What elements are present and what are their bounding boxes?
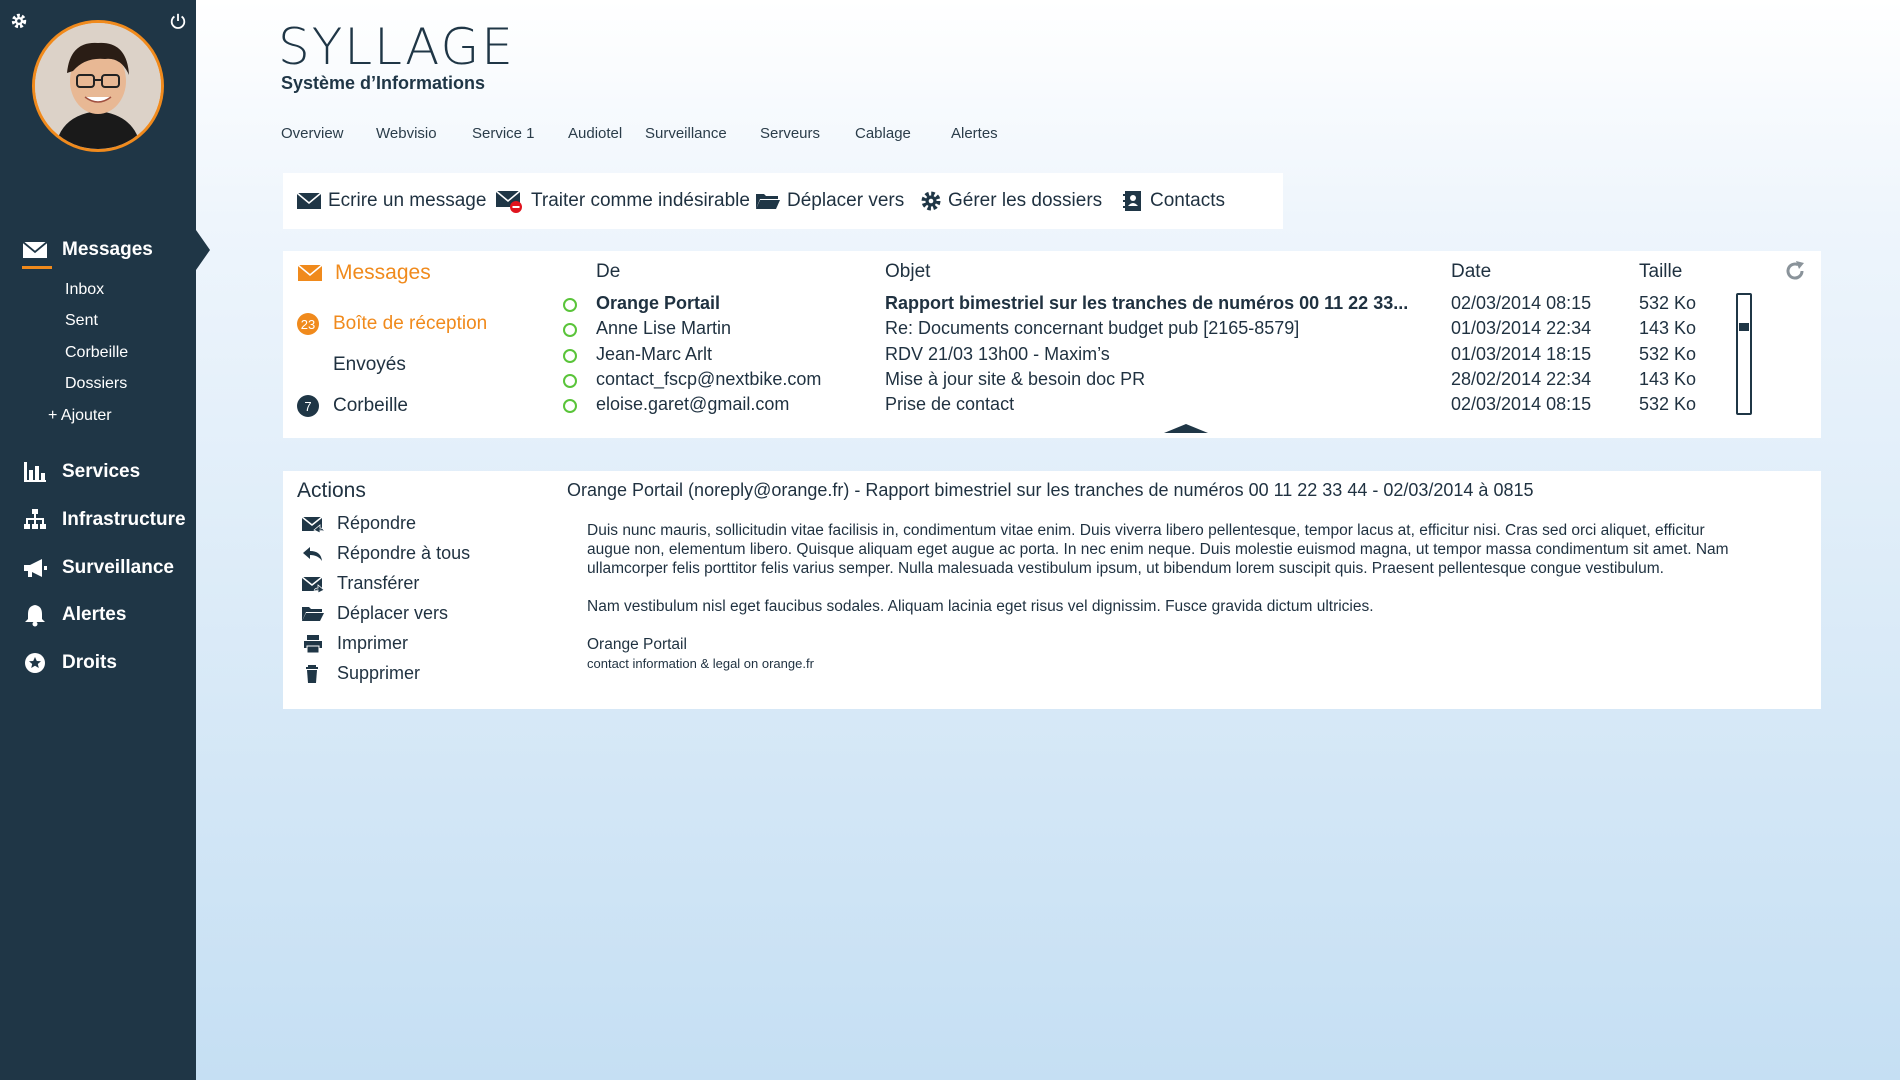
message-from: contact_fscp@nextbike.com — [596, 369, 822, 389]
folder-trash-label: Corbeille — [333, 395, 408, 416]
sidebar-item-label: Infrastructure — [62, 509, 186, 530]
avatar[interactable] — [32, 20, 164, 152]
sidebar-item-alerts[interactable] — [0, 595, 196, 635]
envelope-icon — [297, 263, 323, 283]
message-subject: Prise de contact — [885, 394, 1015, 414]
actions-panel — [283, 471, 531, 709]
move-to-label: Déplacer vers — [787, 190, 905, 211]
message-subject: Mise à jour site & besoin doc PR — [885, 369, 1146, 389]
folder-icon — [301, 605, 325, 623]
message-date: 02/03/2014 08:15 — [1451, 293, 1592, 313]
message-size: 143 Ko — [1639, 369, 1697, 389]
tab-webvisio[interactable]: Webvisio — [376, 125, 437, 142]
message-size: 532 Ko — [1639, 293, 1697, 313]
print-action[interactable] — [301, 633, 408, 654]
sidebar-item-label: Alertes — [62, 604, 127, 625]
reply-mail-icon — [301, 515, 325, 533]
sidebar-item-label: Messages — [62, 239, 153, 260]
message-subject: Re: Documents concernant budget pub [2165-8579] — [885, 318, 1300, 338]
sidebar-sub-folders[interactable]: Dossiers — [65, 375, 128, 392]
move-label: Déplacer vers — [337, 603, 449, 623]
message-paragraph: Duis nunc mauris, sollicitudin vitae facilisis in, condimentum vitae enim. Duis viverra libero pellentesque, tempor lacus at, efficitur nisi. Cras sed orci aliquet, efficitur augue non, elementum libero. Quisque aliquam eget augue ac porta. In nec enim neque. Duis molestie euismod magna, ut tempor massa condimentum sit amet. Nam ullamcorper felis porttitor felis varius semper. Nulla malesuada vestibulum ipsum, ut bibendum lorem suscipit quis. Praesent pellentesque congue vestibulum. — [587, 522, 1729, 577]
collapse-list-arrow-icon[interactable] — [1164, 424, 1208, 433]
compose-label: Ecrire un message — [328, 190, 487, 211]
message-from: Jean-Marc Arlt — [596, 344, 713, 364]
tab-serveurs[interactable]: Serveurs — [760, 125, 821, 142]
message-from: Anne Lise Martin — [596, 318, 732, 338]
sidebar-item-rights[interactable] — [0, 643, 196, 683]
sidebar-item-services[interactable] — [0, 452, 196, 492]
folders-title-label: Messages — [335, 261, 431, 284]
message-size: 532 Ko — [1639, 394, 1697, 414]
sidebar-item-label: Droits — [62, 652, 117, 673]
spam-envelope-icon — [495, 188, 525, 214]
folder-trash[interactable] — [297, 395, 408, 417]
message-date: 02/03/2014 08:15 — [1451, 394, 1592, 414]
compose-button[interactable] — [296, 173, 486, 229]
forward-label: Transférer — [337, 573, 420, 593]
message-row[interactable] — [536, 318, 1766, 343]
message-reader — [536, 471, 1821, 709]
scrollbar-thumb[interactable] — [1739, 323, 1749, 331]
megaphone-icon — [22, 556, 48, 580]
contacts-label: Contacts — [1150, 190, 1225, 211]
actions-title: Actions — [297, 479, 366, 502]
contacts-button[interactable] — [1122, 173, 1225, 229]
active-indicator — [22, 266, 52, 269]
reply-all-action[interactable] — [301, 543, 470, 564]
reply-label: Répondre — [337, 513, 417, 533]
tab-alertes[interactable]: Alertes — [951, 125, 998, 142]
message-size: 143 Ko — [1639, 318, 1697, 338]
printer-icon — [301, 635, 325, 653]
tab-audiotel[interactable]: Audiotel — [568, 125, 623, 142]
message-from: eloise.garet@gmail.com — [596, 394, 790, 414]
unread-dot-icon — [563, 298, 577, 312]
gear-icon — [920, 190, 942, 212]
column-header-subject[interactable]: Objet — [885, 261, 931, 282]
move-to-button[interactable] — [755, 173, 904, 229]
unread-dot-icon — [563, 323, 577, 337]
column-header-from[interactable]: De — [596, 261, 621, 282]
column-header-size[interactable]: Taille — [1639, 261, 1683, 282]
sidebar-sub-trash[interactable]: Corbeille — [65, 344, 129, 361]
sidebar-item-infrastructure[interactable] — [0, 500, 196, 540]
folders-panel — [283, 251, 531, 438]
sidebar-sub-add[interactable]: + Ajouter — [48, 407, 112, 424]
message-size: 532 Ko — [1639, 344, 1697, 364]
folder-sent-label: Envoyés — [333, 354, 406, 375]
message-subject: RDV 21/03 13h00 - Maxim’s — [885, 344, 1110, 364]
message-paragraph: Nam vestibulum nisl eget faucibus sodales. Aliquam lacinia eget risus vel dignissim. Fusce gravida dictum ultricies. — [587, 598, 1374, 615]
message-row[interactable] — [536, 394, 1766, 419]
unread-dot-icon — [563, 374, 577, 388]
forward-action[interactable] — [301, 573, 419, 594]
message-subject: Rapport bimestriel sur les tranches de numéros 00 11 22 33... — [885, 293, 1409, 313]
message-body — [587, 521, 1737, 673]
manage-folders-label: Gérer les dossiers — [948, 190, 1103, 211]
sidebar-sub-inbox[interactable]: Inbox — [65, 281, 105, 298]
signature-name: Orange Portail — [587, 636, 687, 653]
badge-icon — [22, 651, 48, 675]
sidebar — [0, 0, 196, 1080]
delete-label: Supprimer — [337, 663, 421, 683]
mark-spam-button[interactable] — [495, 173, 750, 229]
bell-icon — [22, 603, 48, 627]
message-date: 28/02/2014 22:34 — [1451, 369, 1592, 389]
settings-gear-icon[interactable] — [10, 12, 28, 30]
power-icon[interactable] — [169, 12, 187, 30]
message-row[interactable] — [536, 293, 1766, 318]
active-nav-arrow — [196, 230, 210, 270]
bar-chart-icon — [22, 460, 48, 484]
folders-title — [297, 261, 431, 285]
list-scrollbar[interactable] — [1736, 293, 1752, 415]
tab-overview[interactable]: Overview — [281, 125, 344, 142]
trash-icon — [301, 665, 325, 683]
message-date: 01/03/2014 18:15 — [1451, 344, 1592, 364]
signature-legal: contact information & legal on orange.fr — [587, 656, 814, 671]
app-logo: SYLLAGE — [278, 18, 515, 76]
message-row[interactable] — [536, 369, 1766, 394]
print-label: Imprimer — [337, 633, 408, 653]
folder-inbox[interactable] — [297, 313, 487, 335]
user-photo — [35, 23, 161, 149]
column-header-date[interactable]: Date — [1451, 261, 1492, 282]
envelope-icon — [296, 191, 322, 211]
sidebar-item-label: Surveillance — [62, 557, 174, 578]
mark-spam-label: Traiter comme indésirable — [531, 190, 750, 211]
sidebar-item-messages[interactable] — [0, 230, 196, 270]
folder-icon — [755, 191, 781, 211]
app-tagline: Système d’Informations — [281, 73, 486, 93]
sidebar-item-label: Services — [62, 461, 141, 482]
tab-surveillance[interactable]: Surveillance — [645, 125, 727, 142]
refresh-icon[interactable] — [1783, 259, 1807, 283]
forward-mail-icon — [301, 575, 325, 593]
message-row[interactable] — [536, 344, 1766, 369]
message-toolbar — [283, 173, 1283, 229]
unread-dot-icon — [563, 349, 577, 363]
tab-cablage[interactable]: Cablage — [855, 125, 911, 142]
sidebar-item-surveillance[interactable] — [0, 548, 196, 588]
move-action[interactable] — [301, 603, 448, 624]
tab-service-1[interactable]: Service 1 — [472, 125, 535, 142]
unread-count-badge: 23 — [297, 313, 319, 335]
address-book-icon — [1122, 190, 1144, 212]
reply-action[interactable] — [301, 513, 416, 534]
message-list — [536, 251, 1821, 438]
envelope-icon — [22, 238, 48, 262]
sidebar-sub-sent[interactable]: Sent — [65, 312, 98, 329]
trash-count-badge: 7 — [297, 395, 319, 417]
manage-folders-button[interactable] — [920, 173, 1102, 229]
reply-all-label: Répondre à tous — [337, 543, 471, 563]
message-date: 01/03/2014 22:34 — [1451, 318, 1592, 338]
message-from: Orange Portail — [596, 293, 721, 313]
folder-inbox-label: Boîte de réception — [333, 313, 488, 334]
unread-dot-icon — [563, 399, 577, 413]
network-icon — [22, 508, 48, 532]
message-header: Orange Portail (noreply@orange.fr) - Rapport bimestriel sur les tranches de numéros 00 11 22 33 44 - 02/03/2014 à 0815 — [567, 480, 1534, 500]
reply-all-icon — [301, 545, 325, 563]
delete-action[interactable] — [301, 663, 420, 684]
folder-sent[interactable] — [333, 354, 406, 376]
